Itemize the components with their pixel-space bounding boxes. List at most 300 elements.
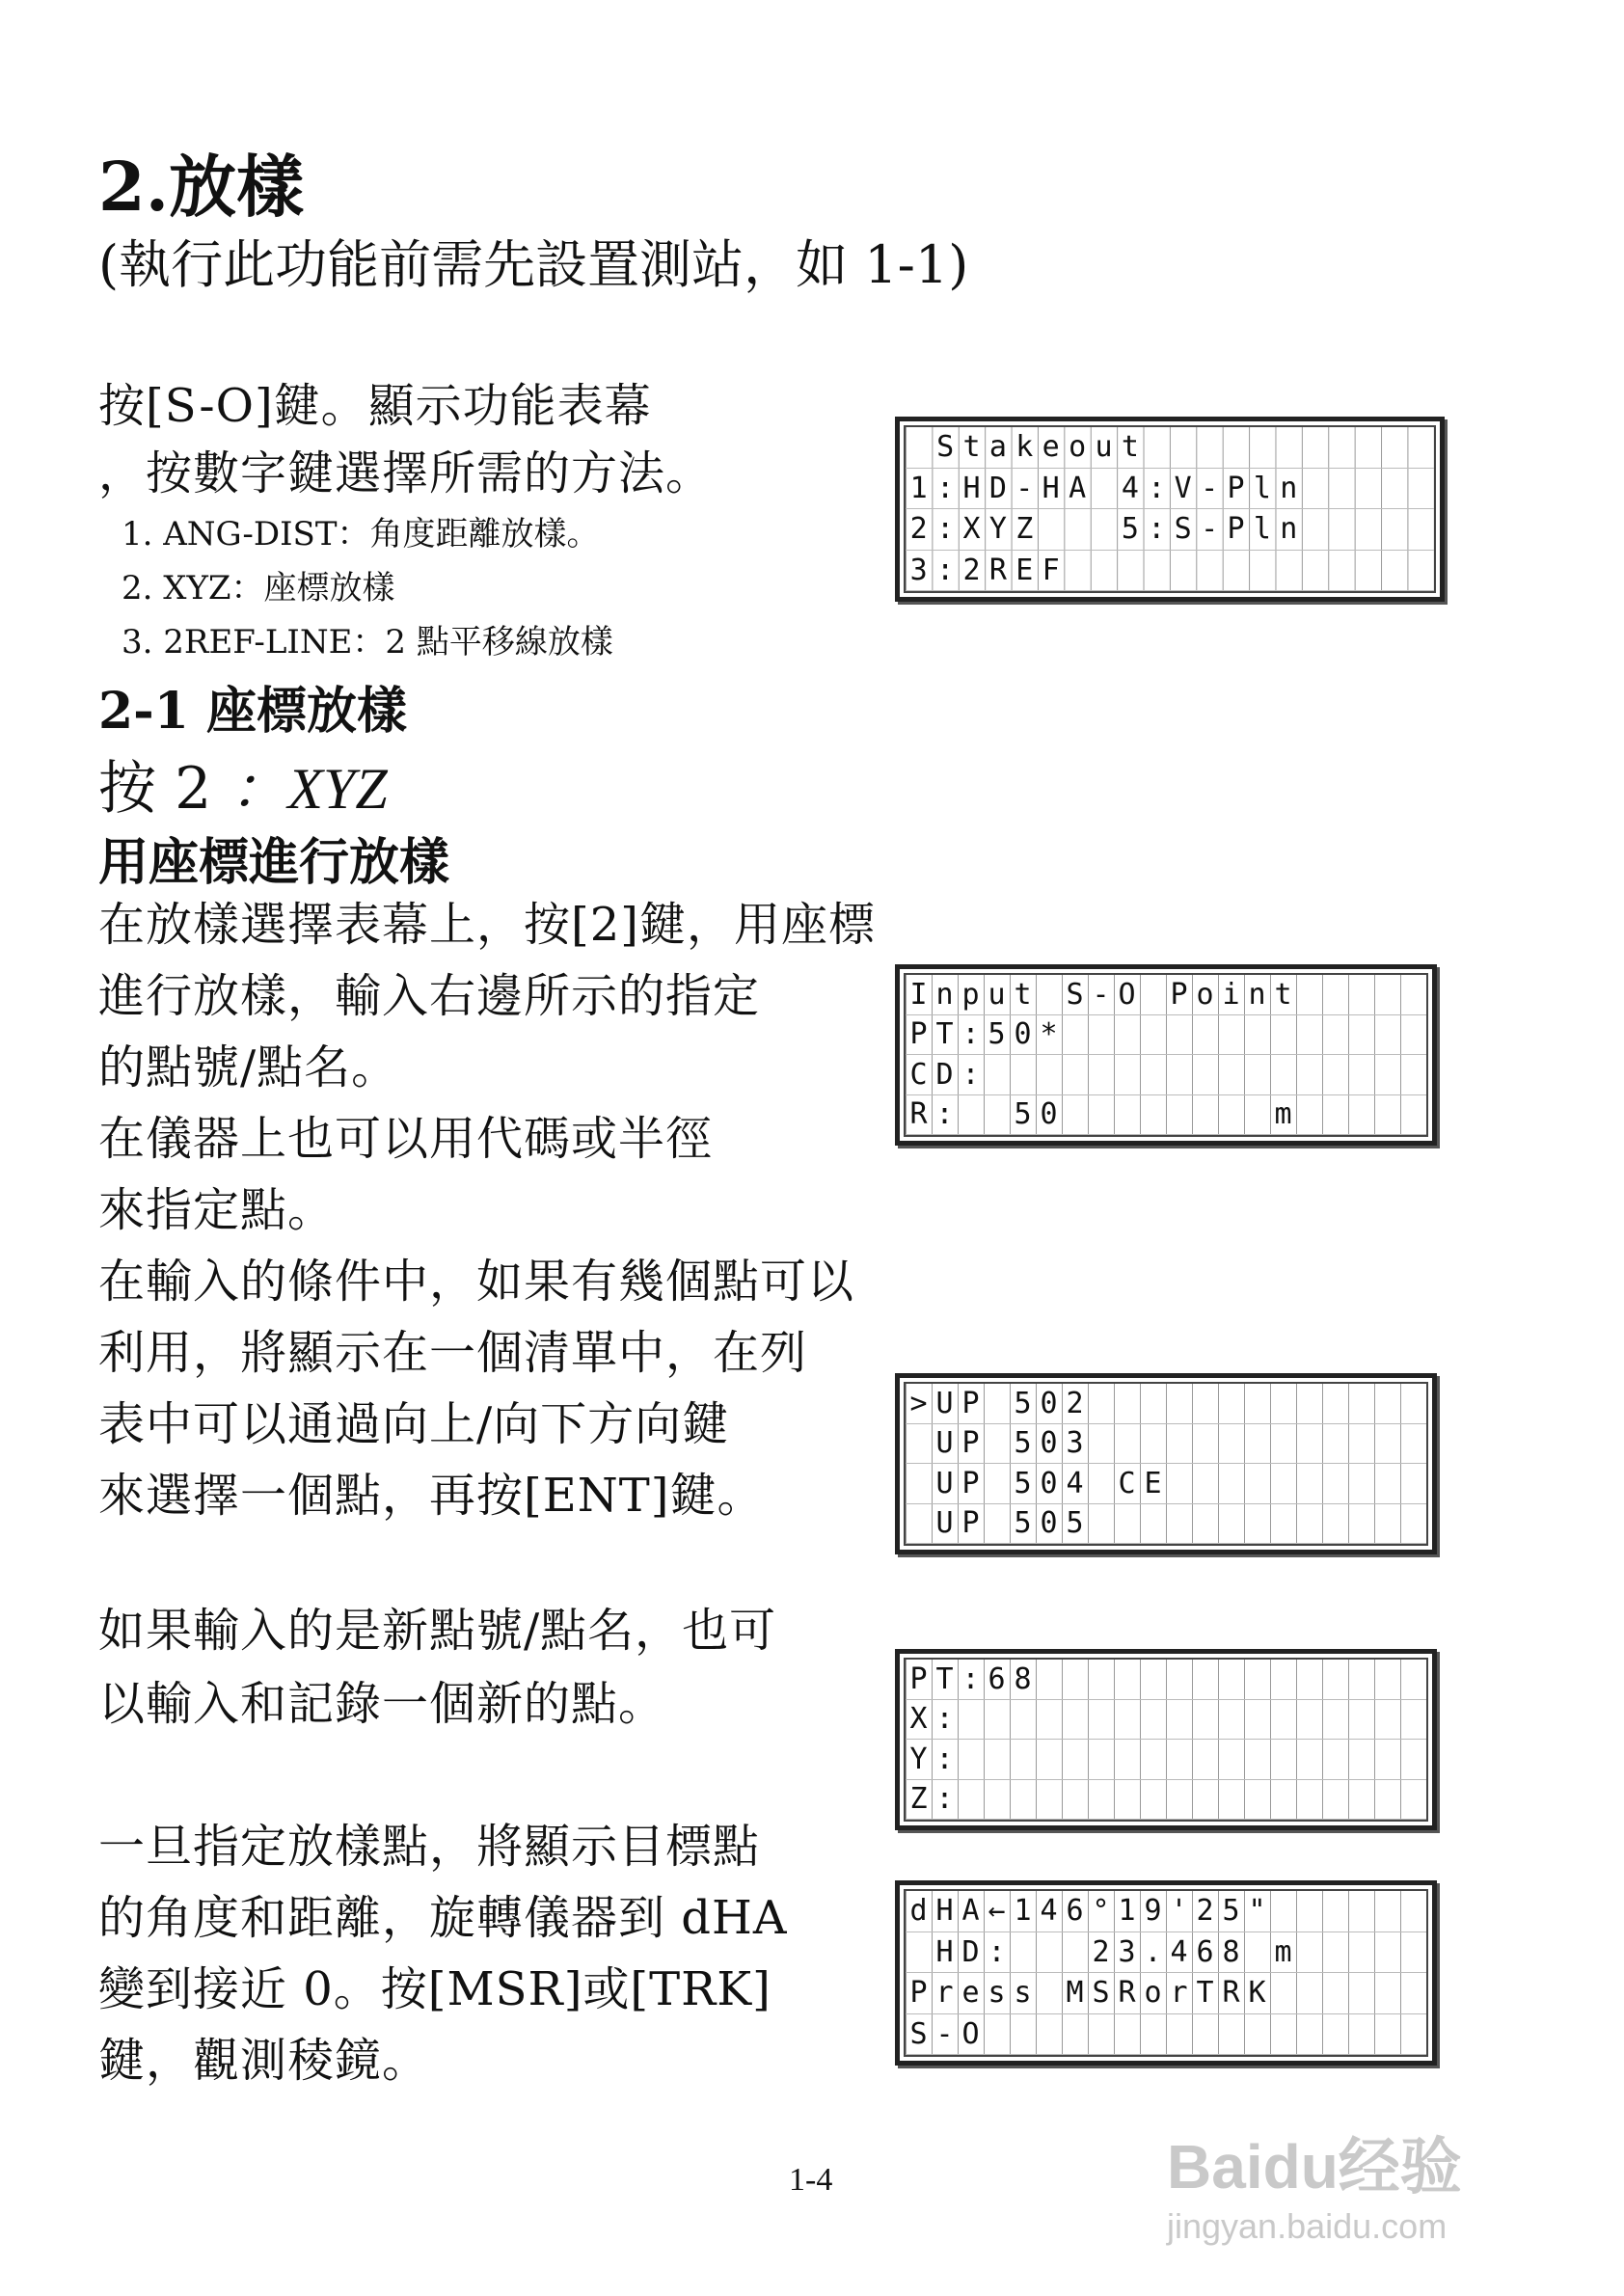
lcd-cell: U: [932, 1424, 958, 1465]
lcd-cell: Y: [906, 1740, 932, 1780]
lcd-cell: [1296, 1384, 1322, 1424]
lcd-cell: :: [1144, 469, 1170, 510]
press-key: 2: [175, 755, 212, 823]
lcd-cell: [1322, 1780, 1348, 1821]
lcd-cell: [1166, 1740, 1192, 1780]
lcd-cell: r: [1166, 1973, 1192, 2014]
lcd-cell: [1270, 1700, 1296, 1741]
lcd-cell: C: [1114, 1464, 1140, 1504]
lcd-cell: T: [932, 1015, 958, 1056]
lcd-cell: :: [932, 1700, 958, 1741]
lcd-cell: [1322, 1015, 1348, 1056]
lcd-cell: S: [906, 2014, 932, 2056]
lcd-cell: [1276, 427, 1302, 469]
lcd-cell: [1218, 1700, 1244, 1741]
lcd-cell: [1218, 1015, 1244, 1056]
lcd-cell: [1400, 1464, 1426, 1504]
lcd-cell: M: [1062, 1973, 1088, 2014]
lcd-cell: [1166, 2014, 1192, 2056]
lcd-cell: [1140, 975, 1166, 1015]
lcd-cell: .: [1140, 1932, 1166, 1974]
lcd-cell: [1114, 1700, 1140, 1741]
lcd-cell: [1244, 1660, 1270, 1700]
lcd-cell: O: [958, 2014, 984, 2056]
lcd-cell: >: [906, 1384, 932, 1424]
lcd-cell: [1062, 1740, 1088, 1780]
lcd-cell: [984, 1780, 1010, 1821]
lcd-cell: [1166, 1384, 1192, 1424]
lcd-cell: [1036, 1055, 1062, 1095]
lcd-screen-input-point: [895, 964, 1437, 1146]
lcd-cell: R: [906, 1095, 932, 1136]
lcd-cell: [1166, 1464, 1192, 1504]
lcd-screen-point-list: [895, 1373, 1437, 1554]
lcd-cell: [1348, 2014, 1374, 2056]
lcd-cell: [1302, 509, 1328, 551]
para1-line-3: 的點號/點名。: [98, 1040, 399, 1094]
lcd-cell: [1302, 427, 1328, 469]
lcd-cell: [984, 1700, 1010, 1741]
lcd-cell: [984, 2014, 1010, 2056]
lcd-cell: U: [932, 1384, 958, 1424]
lcd-cell: R: [1114, 1973, 1140, 2014]
lcd-cell: 2: [1088, 1932, 1114, 1974]
lcd-cell: A: [1064, 469, 1090, 510]
lcd-cell: -: [1088, 975, 1114, 1015]
lcd-cell: [1223, 427, 1249, 469]
lcd-cell: [1218, 1660, 1244, 1700]
lcd-cell: [1374, 1780, 1400, 1821]
lcd-cell: [1374, 1015, 1400, 1056]
lcd-cell: [1296, 1780, 1322, 1821]
lcd-cell: [1062, 2014, 1088, 2056]
lcd-cell: [1244, 1424, 1270, 1465]
lcd-cell: [1192, 1700, 1218, 1741]
lcd-cell: [984, 1464, 1010, 1504]
section-subheading: 用座標進行放樣: [98, 833, 450, 892]
lcd-cell: [1144, 551, 1170, 592]
lcd-cell: H: [932, 1932, 958, 1974]
lcd-cell: [1296, 2014, 1322, 2056]
para1-line-2: 進行放樣，輸入右邊所示的指定: [98, 969, 761, 1023]
lcd-cell: [1374, 1660, 1400, 1700]
lcd-cell: [1374, 1464, 1400, 1504]
lcd-cell: d: [906, 1891, 932, 1932]
lcd-cell: [1088, 1384, 1114, 1424]
lcd-cell: [1328, 509, 1354, 551]
lcd-cell: P: [958, 1384, 984, 1424]
lcd-cell: [1010, 2014, 1036, 2056]
lcd-cell: 6: [1062, 1891, 1088, 1932]
lcd-cell: 5: [984, 1015, 1010, 1056]
lcd-cell: [1381, 469, 1407, 510]
lcd-cell: [958, 1700, 984, 1741]
lcd-cell: P: [1223, 509, 1249, 551]
lcd-cell: P: [958, 1424, 984, 1465]
lcd-cell: [1114, 1424, 1140, 1465]
lcd-cell: [1036, 1700, 1062, 1741]
lcd-cell: :: [932, 1095, 958, 1136]
lcd-cell: [1322, 1055, 1348, 1095]
lcd-cell: [1088, 1055, 1114, 1095]
lcd-cell: [1192, 1424, 1218, 1465]
lcd-cell: [1114, 1384, 1140, 1424]
lcd-cell: [1348, 1932, 1374, 1974]
lcd-cell: n: [1276, 469, 1302, 510]
lcd-cell: 0: [1036, 1464, 1062, 1504]
lcd-cell: [1244, 1384, 1270, 1424]
lcd-cell: 6: [1192, 1932, 1218, 1974]
lcd-cell: U: [932, 1504, 958, 1545]
lcd-cell: P: [906, 1015, 932, 1056]
lcd-cell: X: [959, 509, 985, 551]
lcd-cell: :: [958, 1055, 984, 1095]
lcd-cell: [1348, 1464, 1374, 1504]
lcd-cell: [1218, 1464, 1244, 1504]
lcd-cell: V: [1170, 469, 1196, 510]
lcd-cell: -: [932, 2014, 958, 2056]
lcd-cell: 3: [1114, 1932, 1140, 1974]
lcd-cell: [1244, 1055, 1270, 1095]
lcd-cell: k: [1012, 427, 1038, 469]
lcd-cell: [1196, 551, 1222, 592]
lcd-cell: [1166, 1424, 1192, 1465]
lcd-cell: [1036, 1740, 1062, 1780]
lcd-cell: [1355, 427, 1381, 469]
method-item-2: 2. XYZ：座標放樣: [122, 569, 395, 608]
watermark-logo: Baidu经验: [1167, 2132, 1462, 2201]
lcd-cell: [1144, 427, 1170, 469]
lcd-cell: [1348, 1973, 1374, 2014]
lcd-cell: [1400, 1055, 1426, 1095]
lcd-cell: [1140, 1504, 1166, 1545]
lcd-cell: [1296, 1504, 1322, 1545]
lcd-cell: e: [1038, 427, 1064, 469]
lcd-cell: [1296, 1660, 1322, 1700]
lcd-cell: [1296, 1015, 1322, 1056]
lcd-cell: [1296, 975, 1322, 1015]
lcd-cell: [906, 1932, 932, 1974]
lcd-cell: -: [1012, 469, 1038, 510]
lcd-cell: [1296, 1740, 1322, 1780]
lcd-cell: n: [932, 975, 958, 1015]
lcd-cell: D: [958, 1932, 984, 1974]
lcd-cell: -: [1196, 509, 1222, 551]
para1-line-1: 在放樣選擇表幕上，按[2]鍵，用座標: [98, 898, 876, 952]
lcd-cell: ": [1244, 1891, 1270, 1932]
lcd-cell: [1192, 1780, 1218, 1821]
lcd-cell: [984, 1424, 1010, 1465]
lcd-cell: 1: [1114, 1891, 1140, 1932]
lcd-cell: S: [932, 427, 958, 469]
lcd-cell: P: [1166, 975, 1192, 1015]
lcd-cell: -: [1196, 469, 1222, 510]
lcd-cell: Y: [985, 509, 1011, 551]
lcd-cell: o: [1140, 1973, 1166, 2014]
lcd-cell: P: [906, 1973, 932, 2014]
lcd-cell: [1400, 1095, 1426, 1136]
lcd-cell: [1140, 1055, 1166, 1095]
lcd-cell: [1374, 1095, 1400, 1136]
lcd-cell: a: [985, 427, 1011, 469]
lcd-cell: 5: [1010, 1384, 1036, 1424]
lcd-cell: [1114, 1504, 1140, 1545]
lcd-cell: [1249, 427, 1275, 469]
lcd-cell: :: [932, 1780, 958, 1821]
lcd-cell: Z: [1012, 509, 1038, 551]
lcd-cell: 9: [1140, 1891, 1166, 1932]
lcd-cell: [1166, 1700, 1192, 1741]
lcd-cell: [1036, 1973, 1062, 2014]
lcd-cell: [984, 1095, 1010, 1136]
lcd-cell: [1218, 1095, 1244, 1136]
lcd-cell: p: [958, 975, 984, 1015]
lcd-cell: [1244, 1700, 1270, 1741]
lcd-cell: [1038, 509, 1064, 551]
lcd-cell: [1036, 975, 1062, 1015]
lcd-cell: [1140, 1700, 1166, 1741]
lcd-cell: [1408, 469, 1434, 510]
lcd-cell: u: [984, 975, 1010, 1015]
lcd-cell: 1: [1010, 1891, 1036, 1932]
para1-line-4: 在儀器上也可以用代碼或半徑: [98, 1112, 714, 1166]
lcd-cell: 3: [1062, 1424, 1088, 1465]
lcd-cell: [984, 1384, 1010, 1424]
para2-line-3: 表中可以通過向上/向下方向鍵: [98, 1397, 730, 1451]
page-subtitle: (執行此功能前需先設置測站，如 1-1): [98, 234, 969, 295]
lcd-cell: [1064, 509, 1090, 551]
lcd-cell: [1322, 1700, 1348, 1741]
lcd-cell: 4: [1166, 1932, 1192, 1974]
lcd-cell: [1270, 1384, 1296, 1424]
lcd-cell: [1062, 1932, 1088, 1974]
lcd-cell: [1296, 1424, 1322, 1465]
lcd-cell: T: [932, 1660, 958, 1700]
press-prefix: 按: [98, 755, 156, 823]
lcd-cell: [1348, 975, 1374, 1015]
lcd-cell: [1062, 1015, 1088, 1056]
lcd-cell: :: [1144, 509, 1170, 551]
lcd-cell: :: [932, 1740, 958, 1780]
lcd-cell: [1140, 1424, 1166, 1465]
press-label: ：XYZ: [230, 757, 388, 821]
lcd-cell: [1166, 1095, 1192, 1136]
lcd-cell: 8: [1010, 1660, 1036, 1700]
lcd-cell: [1296, 1095, 1322, 1136]
lcd-cell: 5: [1117, 509, 1143, 551]
lcd-cell: t: [1270, 975, 1296, 1015]
lcd-cell: [1355, 551, 1381, 592]
lcd-cell: [1270, 1504, 1296, 1545]
lcd-cell: [1322, 1095, 1348, 1136]
lcd-cell: :: [984, 1932, 1010, 1974]
lcd-cell: [1088, 1464, 1114, 1504]
lcd-cell: [1348, 1424, 1374, 1465]
lcd-cell: [1276, 551, 1302, 592]
lcd-cell: [1062, 1660, 1088, 1700]
lcd-cell: [1348, 1740, 1374, 1780]
lcd-cell: [1114, 1015, 1140, 1056]
lcd-cell: [1348, 1384, 1374, 1424]
lcd-cell: [1400, 2014, 1426, 2056]
lcd-cell: [1010, 1780, 1036, 1821]
lcd-cell: [1218, 1424, 1244, 1465]
section-heading: 2-1 座標放樣: [98, 682, 408, 741]
lcd-cell: R: [1218, 1973, 1244, 2014]
lcd-cell: H: [959, 469, 985, 510]
lcd-cell: [1192, 1504, 1218, 1545]
lcd-cell: [984, 1740, 1010, 1780]
lcd-cell: 0: [1036, 1424, 1062, 1465]
lcd-cell: [1249, 551, 1275, 592]
lcd-cell: [1355, 469, 1381, 510]
lcd-cell: [1322, 1424, 1348, 1465]
lcd-cell: [1088, 1780, 1114, 1821]
lcd-cell: 8: [1218, 1932, 1244, 1974]
lcd-cell: l: [1249, 509, 1275, 551]
lcd-cell: [1036, 1932, 1062, 1974]
lcd-cell: [1322, 1464, 1348, 1504]
lcd-cell: [1140, 1740, 1166, 1780]
para2-line-2: 利用，將顯示在一個清單中，在列: [98, 1326, 808, 1380]
para3-line-2: 以輸入和記錄一個新的點。: [98, 1677, 666, 1731]
intro-line-2: ，按數字鍵選擇所需的方法。: [98, 446, 714, 500]
lcd-cell: t: [1010, 975, 1036, 1015]
watermark-url: jingyan.baidu.com: [1167, 2206, 1448, 2246]
lcd-cell: [1348, 1660, 1374, 1700]
lcd-cell: [1140, 1780, 1166, 1821]
lcd-cell: [1296, 1055, 1322, 1095]
lcd-cell: [1140, 1660, 1166, 1700]
lcd-cell: [1270, 1660, 1296, 1700]
lcd-cell: *: [1036, 1015, 1062, 1056]
lcd-cell: [1114, 1780, 1140, 1821]
lcd-cell: [1114, 1740, 1140, 1780]
lcd-cell: [1296, 1891, 1322, 1932]
lcd-cell: [1244, 1015, 1270, 1056]
lcd-cell: [958, 1095, 984, 1136]
lcd-cell: [1088, 2014, 1114, 2056]
lcd-cell: [1400, 1384, 1426, 1424]
lcd-cell: [1192, 1384, 1218, 1424]
lcd-cell: R: [985, 551, 1011, 592]
lcd-cell: [1244, 1464, 1270, 1504]
para3-line-1: 如果輸入的是新點號/點名，也可: [98, 1604, 777, 1658]
lcd-cell: r: [932, 1973, 958, 2014]
lcd-screen-stakeout: [895, 417, 1445, 602]
lcd-cell: [1010, 1055, 1036, 1095]
lcd-cell: [1322, 975, 1348, 1015]
para4-line-1: 一旦指定放樣點，將顯示目標點: [98, 1820, 761, 1874]
lcd-cell: [1218, 2014, 1244, 2056]
lcd-cell: [1244, 2014, 1270, 2056]
lcd-cell: o: [1064, 427, 1090, 469]
page-number: 1-4: [789, 2162, 833, 2198]
lcd-cell: X: [906, 1700, 932, 1741]
method-item-1: 1. ANG-DIST：角度距離放樣。: [122, 515, 600, 554]
lcd-cell: [1088, 1700, 1114, 1741]
lcd-cell: t: [959, 427, 985, 469]
lcd-cell: 0: [1036, 1504, 1062, 1545]
lcd-cell: P: [906, 1660, 932, 1700]
lcd-cell: [1244, 1504, 1270, 1545]
lcd-cell: [1328, 427, 1354, 469]
lcd-cell: [1374, 1700, 1400, 1741]
lcd-cell: [984, 1055, 1010, 1095]
lcd-cell: 2: [1062, 1384, 1088, 1424]
lcd-cell: [1192, 1055, 1218, 1095]
lcd-cell: s: [984, 1973, 1010, 2014]
lcd-screen-stakeout-result: [895, 1880, 1437, 2066]
lcd-cell: [1244, 1780, 1270, 1821]
lcd-cell: [1170, 551, 1196, 592]
lcd-cell: u: [1091, 427, 1117, 469]
lcd-screen-new-point: [895, 1649, 1437, 1830]
lcd-cell: [1322, 1932, 1348, 1974]
press-instruction: [98, 743, 388, 825]
lcd-cell: U: [932, 1464, 958, 1504]
lcd-cell: [1140, 1095, 1166, 1136]
lcd-cell: S: [1088, 1973, 1114, 2014]
lcd-cell: 5: [1218, 1891, 1244, 1932]
lcd-cell: [1374, 2014, 1400, 2056]
lcd-cell: [1036, 2014, 1062, 2056]
lcd-cell: °: [1088, 1891, 1114, 1932]
lcd-cell: [1400, 1891, 1426, 1932]
lcd-cell: [1322, 1384, 1348, 1424]
lcd-cell: [1400, 1504, 1426, 1545]
lcd-cell: [1400, 1424, 1426, 1465]
lcd-cell: [1091, 551, 1117, 592]
lcd-cell: [1166, 1780, 1192, 1821]
lcd-cell: :: [958, 1015, 984, 1056]
lcd-cell: [1328, 551, 1354, 592]
lcd-cell: [906, 427, 932, 469]
lcd-cell: [1088, 1015, 1114, 1056]
lcd-cell: [1114, 1660, 1140, 1700]
lcd-cell: [1374, 1055, 1400, 1095]
lcd-cell: [1348, 1095, 1374, 1136]
lcd-cell: [1218, 1504, 1244, 1545]
lcd-cell: [1192, 1464, 1218, 1504]
lcd-cell: [906, 1504, 932, 1545]
lcd-cell: F: [1038, 551, 1064, 592]
lcd-cell: E: [1140, 1464, 1166, 1504]
para1-line-5: 來指定點。: [98, 1183, 336, 1237]
lcd-cell: [1010, 1932, 1036, 1974]
lcd-cell: S: [1062, 975, 1088, 1015]
lcd-cell: [1270, 1055, 1296, 1095]
lcd-cell: [1192, 2014, 1218, 2056]
lcd-cell: [1270, 1740, 1296, 1780]
lcd-cell: [1166, 1015, 1192, 1056]
lcd-cell: H: [1038, 469, 1064, 510]
lcd-cell: [1270, 1973, 1296, 2014]
lcd-cell: [1374, 1973, 1400, 2014]
lcd-cell: [1088, 1424, 1114, 1465]
lcd-cell: [1140, 1015, 1166, 1056]
lcd-cell: [1322, 1973, 1348, 2014]
lcd-cell: [1062, 1780, 1088, 1821]
method-item-3: 3. 2REF-LINE：2 點平移線放樣: [122, 623, 613, 662]
lcd-cell: [1355, 509, 1381, 551]
lcd-cell: [1348, 1055, 1374, 1095]
lcd-cell: [1322, 1660, 1348, 1700]
lcd-cell: 5: [1010, 1464, 1036, 1504]
lcd-cell: [1088, 1740, 1114, 1780]
lcd-cell: [1322, 1740, 1348, 1780]
lcd-cell: [1322, 2014, 1348, 2056]
